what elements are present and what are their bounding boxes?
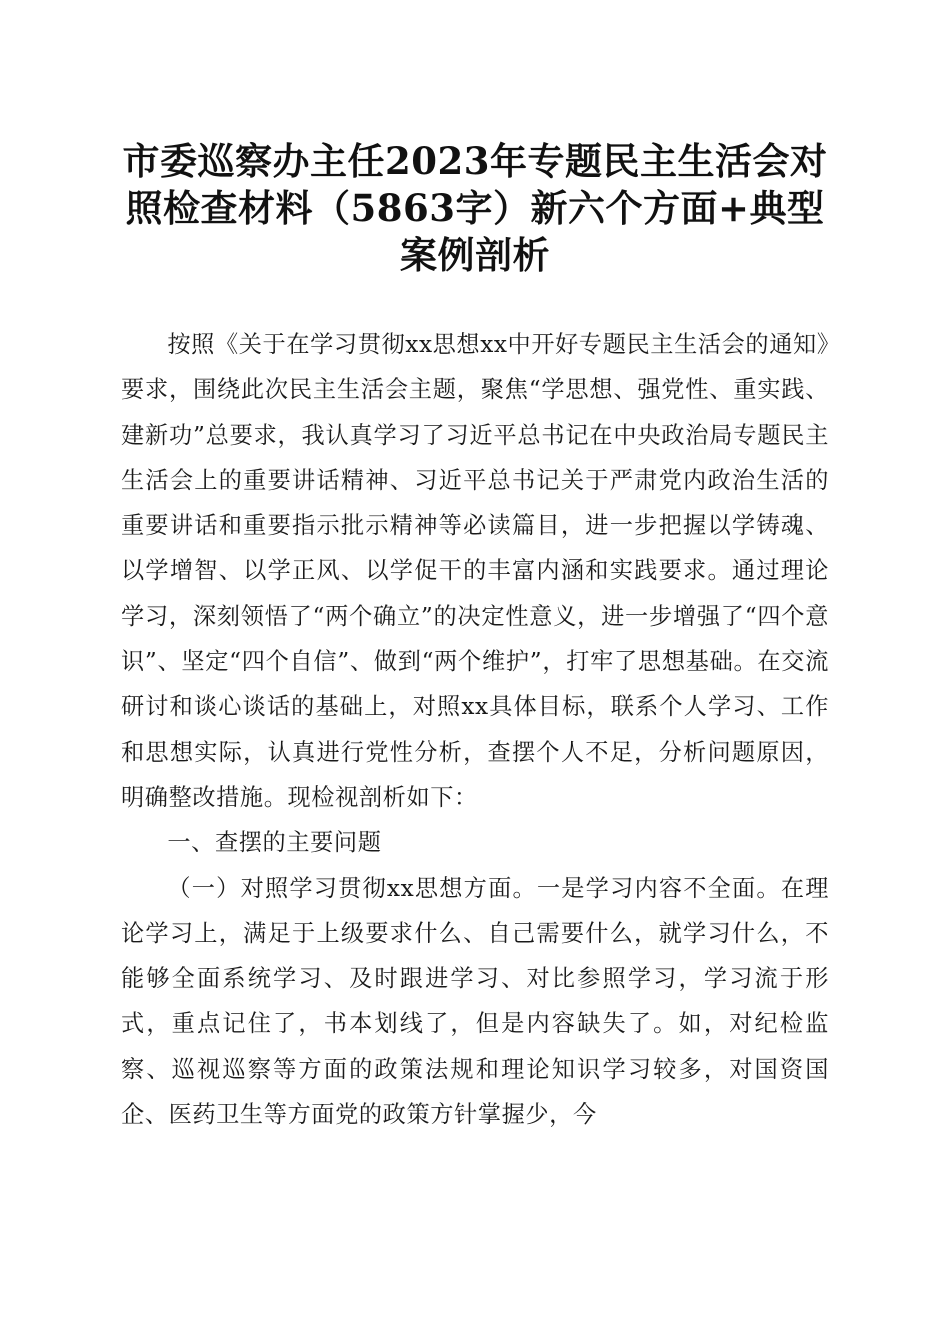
document-body [121, 322, 829, 1137]
document-title: 市委巡察办主任2023年专题民主生活会对照检查材料（5863字）新六个方面+典型案例剖析 [122, 139, 828, 277]
intro-paragraph: 按照《关于在学习贯彻xx思想xx中开好专题民主生活会的通知》要求，围绕此次民主生活会主题，聚焦“学思想、强党性、重实践、建新功”总要求，我认真学习了习近平总书记在中央政治局专题民主生活会上的重要讲话精神、习近平总书记关于严肃党内政治生活的重要讲话和重要指示批示精神等必读篇目，进一步把握以学铸魂、以学增智、以学正风、以学促干的丰富内涵和实践要求。通过理论学习，深刻领悟了“两个确立”的决定性意义，进一步增强了“四个意识”、坚定“四个自信”、做到“两个维护”，打牢了思想基础。在交流研讨和谈心谈话的基础上，对照xx具体目标，联系个人学习、工作和思想实际，认真进行党性分析，查摆个人不足，分析问题原因，明确整改措施。现检视剖析如下： [121, 331, 829, 811]
subsection-text: 一是学习内容不全面。在理论学习上，满足于上级要求什么、自己需要什么，就学习什么，不能够全面系统学习、及时跟进学习、对比参照学习，学习流于形式，重点记住了，书本划线了，但是内容缺失了。如，对纪检监察、巡视巡察等方面的政策法规和理论知识学习较多，对国资国企、医药卫生等方面党的政策方针掌握少，今 [121, 874, 829, 1129]
subsection-paragraph [121, 866, 829, 1138]
subsection-lead: （一）对照学习贯彻xx思想方面。 [167, 874, 537, 902]
section-heading: 一、查摆的主要问题 [167, 829, 382, 857]
